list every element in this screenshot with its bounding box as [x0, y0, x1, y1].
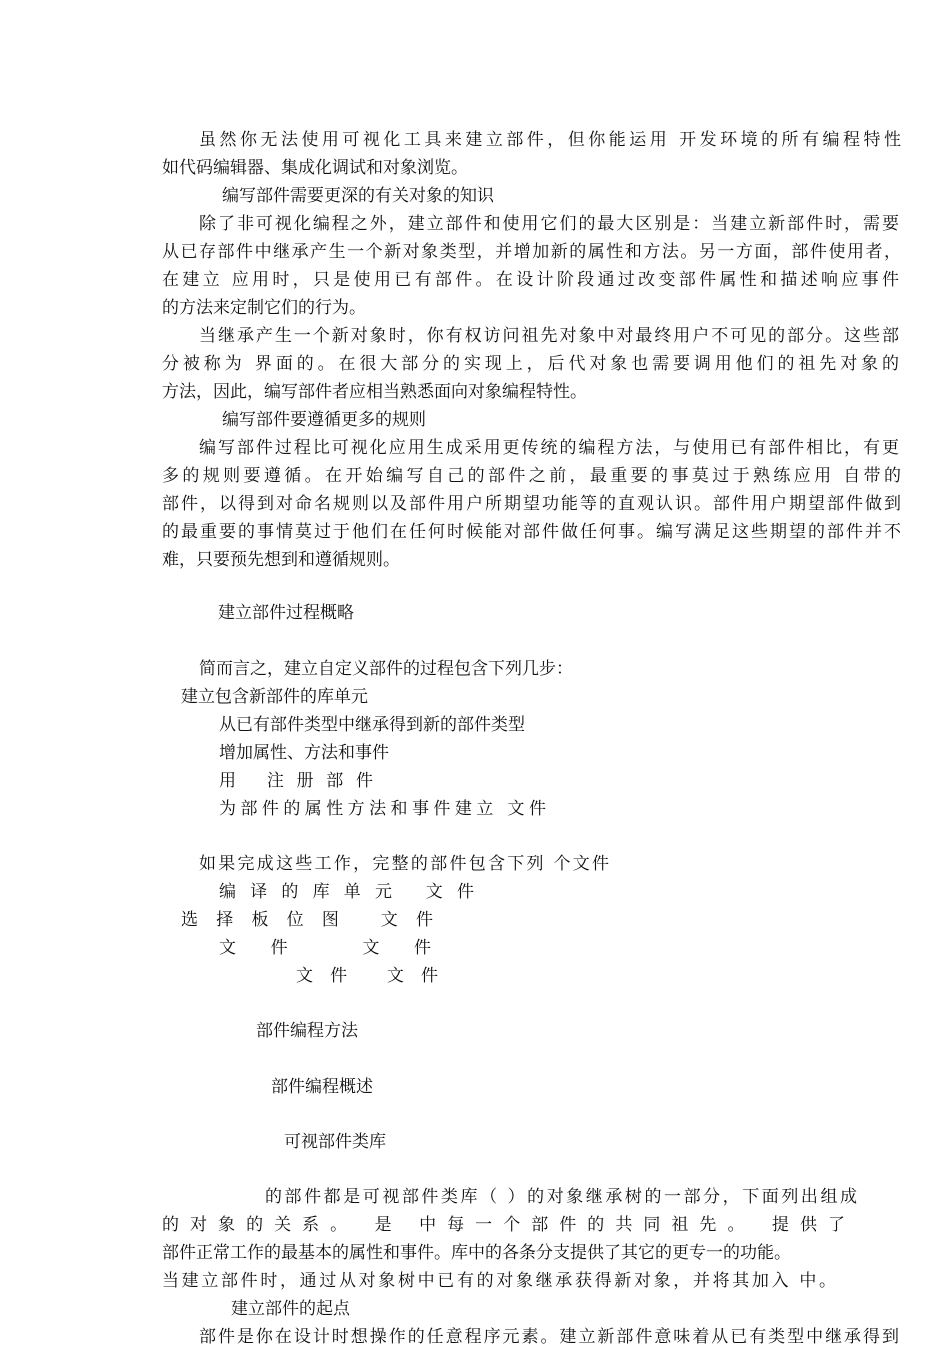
section-heading: 编写部件要遵循更多的规则	[222, 410, 426, 430]
paragraph-line: 当继承产生一个新对象时，你有权访问祖先对象中对最终用户不可见的部分。这些部	[199, 326, 899, 346]
paragraph-line: 的部件都是可视部件类库（ ）的对象继承树的一部分，下面列出组成	[265, 1187, 857, 1207]
paragraph-line: 如果完成这些工作，完整的部件包含下列 个文件	[199, 854, 609, 874]
paragraph-line: 多的规则要遵循。在开始编写自己的部件之前，最重要的事莫过于熟练应用 自带的	[162, 466, 901, 486]
section-heading: 建立部件的起点	[231, 1299, 350, 1319]
paragraph-line: 的对象的关系。 是 中每一个部件的共同祖先。 提供了	[162, 1215, 845, 1235]
section-heading: 编写部件需要更深的有关对象的知识	[222, 186, 494, 206]
list-item: 用 注册部件	[219, 771, 373, 791]
paragraph-line: 如代码编辑器、集成化调试和对象浏览。	[162, 158, 468, 178]
section-heading: 可视部件类库	[284, 1132, 386, 1152]
paragraph-line: 在建立 应用时，只是使用已有部件。在设计阶段通过改变部件属性和描述响应事件	[162, 270, 899, 290]
paragraph-line: 简而言之，建立自定义部件的过程包含下列几步：	[199, 659, 573, 679]
paragraph-line: 部件正常工作的最基本的属性和事件。库中的各条分支提供了其它的更专一的功能。	[162, 1243, 791, 1263]
paragraph-line: 的最重要的事情莫过于他们在任何时候能对部件做任何事。编写满足这些期望的部件并不	[162, 522, 901, 542]
list-item: 为部件的属性方法和事件建立 文件	[219, 799, 546, 819]
list-item: 建立包含新部件的库单元	[181, 687, 368, 707]
paragraph-line: 难，只要预先想到和遵循规则。	[162, 550, 400, 570]
paragraph-line: 虽然你无法使用可视化工具来建立部件，但你能运用 开发环境的所有编程特性	[199, 130, 901, 150]
paragraph-line: 的方法来定制它们的行为。	[162, 298, 366, 318]
section-heading: 建立部件过程概略	[218, 603, 354, 623]
list-item: 编译的库单元 文件	[219, 882, 474, 902]
paragraph-line: 部件是你在设计时想操作的任意程序元素。建立新部件意味着从已有类型中继承得到	[199, 1327, 899, 1347]
section-heading: 部件编程概述	[271, 1077, 373, 1097]
paragraph-line: 分被称为 界面的。在很大部分的实现上，后代对象也需要调用他们的祖先对象的	[162, 354, 899, 374]
list-item: 从已有部件类型中继承得到新的部件类型	[219, 715, 525, 735]
section-heading: 部件编程方法	[256, 1021, 358, 1041]
paragraph-line: 方法，因此，编写部件者应相当熟悉面向对象编程特性。	[162, 382, 587, 402]
list-item: 文件 文件	[296, 966, 438, 986]
paragraph-line: 从已存部件中继承产生一个新对象类型，并增加新的属性和方法。另一方面，部件使用者，	[162, 242, 901, 262]
paragraph-line: 部件，以得到对命名规则以及部件用户所期望功能等的直观认识。部件用户期望部件做到	[162, 494, 901, 514]
list-item: 选择板位图 文件	[181, 910, 433, 930]
list-item: 增加属性、方法和事件	[219, 743, 389, 763]
paragraph-line: 除了非可视化编程之外，建立部件和使用它们的最大区别是：当建立新部件时，需要	[199, 214, 899, 234]
paragraph-line: 编写部件过程比可视化应用生成采用更传统的编程方法，与使用已有部件相比，有更	[199, 438, 899, 458]
paragraph-line: 当建立部件时，通过从对象树中已有的对象继承获得新对象，并将其加入 中。	[162, 1271, 836, 1291]
list-item: 文件 文件	[219, 938, 431, 958]
